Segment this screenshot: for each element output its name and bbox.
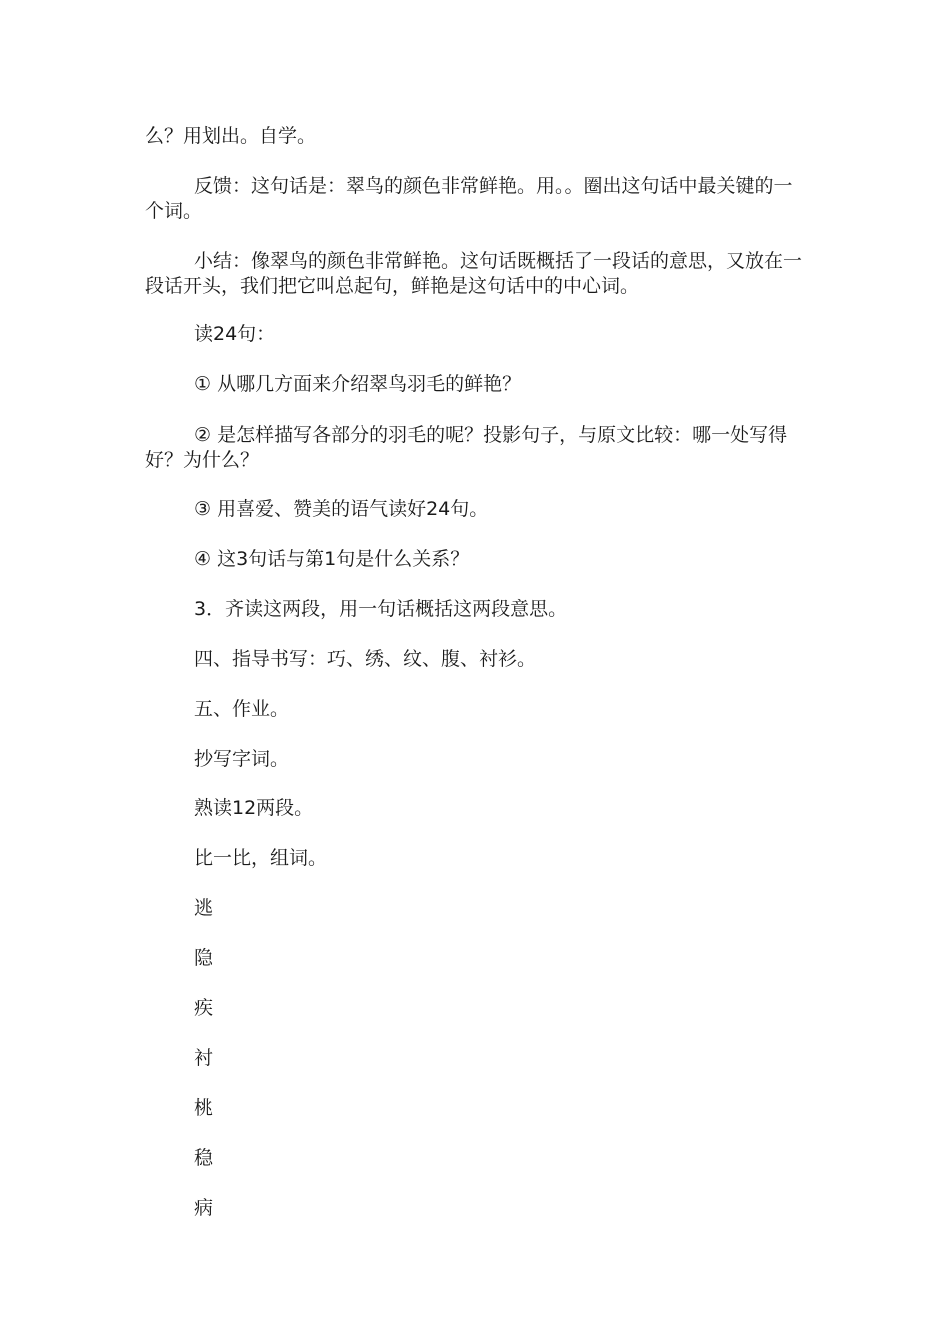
compare-char: 隐 xyxy=(194,947,214,969)
compare-char: 病 xyxy=(194,1197,214,1219)
question-1: ① 从哪几方面来介绍翠鸟羽毛的鲜艳？ xyxy=(194,373,522,395)
homework-item-3: 比一比，组词。 xyxy=(194,847,328,869)
question-2: ② 是怎样描写各部分的羽毛的呢？投影句子，与原文比较：哪一处写得好？为什么？ xyxy=(145,424,788,471)
compare-char: 疾 xyxy=(194,997,214,1019)
paragraph-summary: 小结：像翠鸟的颜色非常鲜艳。这句话既概括了一段话的意思，又放在一段话开头，我们把它叫总起句，鲜艳是这句话中的中心词。 xyxy=(145,250,803,297)
compare-char: 稳 xyxy=(194,1147,214,1169)
homework-item-1: 抄写字词。 xyxy=(194,748,290,770)
compare-char: 桃 xyxy=(194,1097,214,1119)
paragraph-feedback: 反馈：这句话是：翠鸟的颜色非常鲜艳。用。。圈出这句话中最关键的一个词。 xyxy=(145,175,793,222)
homework-item-2: 熟读12两段。 xyxy=(194,797,314,819)
question-4: ④ 这3句话与第1句是什么关系？ xyxy=(194,548,470,570)
step-4-writing-guide: 四、指导书写：巧、绣、纹、腹、衬衫。 xyxy=(194,648,537,670)
step-3: 3．齐读这两段，用一句话概括这两段意思。 xyxy=(194,598,568,620)
paragraph-intro: 么？用划出。自学。 xyxy=(145,125,317,147)
step-5-homework-heading: 五、作业。 xyxy=(194,698,290,720)
compare-char: 衬 xyxy=(194,1047,214,1069)
paragraph-read-instruction: 读24句： xyxy=(194,323,276,345)
compare-char: 逃 xyxy=(194,897,214,919)
question-3: ③ 用喜爱、赞美的语气读好24句。 xyxy=(194,498,489,520)
